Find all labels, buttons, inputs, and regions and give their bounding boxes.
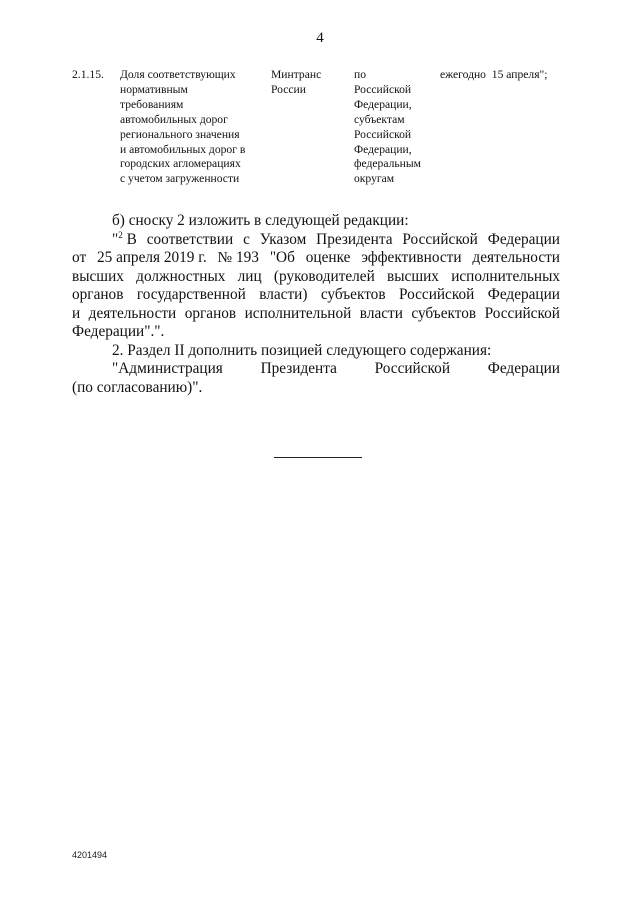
text-line [72,360,560,379]
text-word: "Об [269,249,295,266]
paragraph-footnote-text [72,231,560,342]
indicator-name-line: автомобильных дорог [120,112,228,126]
text-word: оценке [305,249,351,266]
text-word: "Администрация [112,360,223,377]
quote-mark: " [112,230,119,248]
text-word: № 193 [217,249,259,266]
text-word: Федерации [487,230,560,248]
text-line [72,305,560,324]
text-line: Федерации".". [72,323,165,340]
text-word: Российской [484,304,560,322]
text-word: власти) [259,286,308,303]
text-word: государственной [136,286,246,303]
text-word: Президента [260,360,337,377]
text-word: 25 апреля 2019 г. [97,249,207,266]
text-word: (руководителей [273,267,375,285]
breakdown-level [354,68,434,187]
text-word: Федерации [487,360,560,377]
paragraph-section-ii: 2. Раздел II дополнить позицией следующего содержания: [112,341,492,359]
indicator-name-line: требованиям [120,97,184,111]
breakdown-level-line: Федерации, [354,142,412,156]
text-word [112,231,137,250]
breakdown-level-line: федеральным [354,157,421,171]
paragraph-footnote-intro: б) сноску 2 изложить в следующей редакции: [112,212,409,229]
text-line [72,249,560,268]
text-line [72,231,560,250]
text-word: Федерации [487,286,560,303]
page-number: 4 [316,30,324,46]
text-word: исполнительных [451,267,560,285]
text-word: Российской [398,286,475,303]
text-word: эффективности [361,249,462,266]
text-word: органов [72,286,124,303]
text-word: и [72,304,81,322]
text-word: высших [72,267,124,285]
indicator-name-line: регионального значения [120,127,240,141]
text-word: Указом [259,230,307,248]
frequency-deadline: ежегодно 15 апреля"; [440,68,548,81]
text-word: исполнительной [244,304,352,322]
text-word: власти [359,304,403,322]
indicator-name-line: Доля соответствующих [120,68,236,81]
breakdown-level-line: Российской [354,127,412,141]
text-word: соответствии [146,230,234,248]
text-line [72,268,560,287]
text-word: от [72,249,87,266]
text-word: субъектов [320,286,386,303]
row-number: 2.1.15. [72,68,104,81]
document-body [72,212,560,397]
footnote-marker: 2 [118,229,123,240]
text-word: В [126,230,137,248]
breakdown-level-line: по [354,68,367,81]
indicator-name-line: и автомобильных дорог в [120,142,246,156]
document-code: 4201494 [72,850,108,860]
text-word: субъектов [411,304,477,322]
text-word: Российской [402,230,478,248]
indicator-name [120,68,270,187]
text-word: должностных [136,267,226,285]
text-word: деятельности [472,249,560,266]
indicator-name-line: городских агломерациях [120,157,241,171]
paragraph-new-position [72,360,560,397]
text-line: (по согласованию)". [72,378,203,396]
breakdown-level-line: Российской [354,82,412,96]
text-word: органов [184,304,237,322]
breakdown-level-line: субъектам [354,112,405,126]
indicator-name-line: с учетом загруженности [120,172,240,186]
text-word: Президента [316,230,393,248]
text-word: деятельности [88,304,177,322]
end-separator-line [274,457,362,458]
responsible-org-line: Минтранс [271,68,322,81]
text-line [72,286,560,305]
text-word: высших [387,267,439,285]
responsible-org [271,68,341,98]
breakdown-level-line: округам [354,172,395,186]
indicator-name-line: нормативным [120,82,188,96]
text-word: лиц [237,267,262,285]
text-word: Российской [374,360,451,377]
responsible-org-line: России [271,82,306,96]
breakdown-level-line: Федерации, [354,97,412,111]
text-word: с [243,230,250,248]
